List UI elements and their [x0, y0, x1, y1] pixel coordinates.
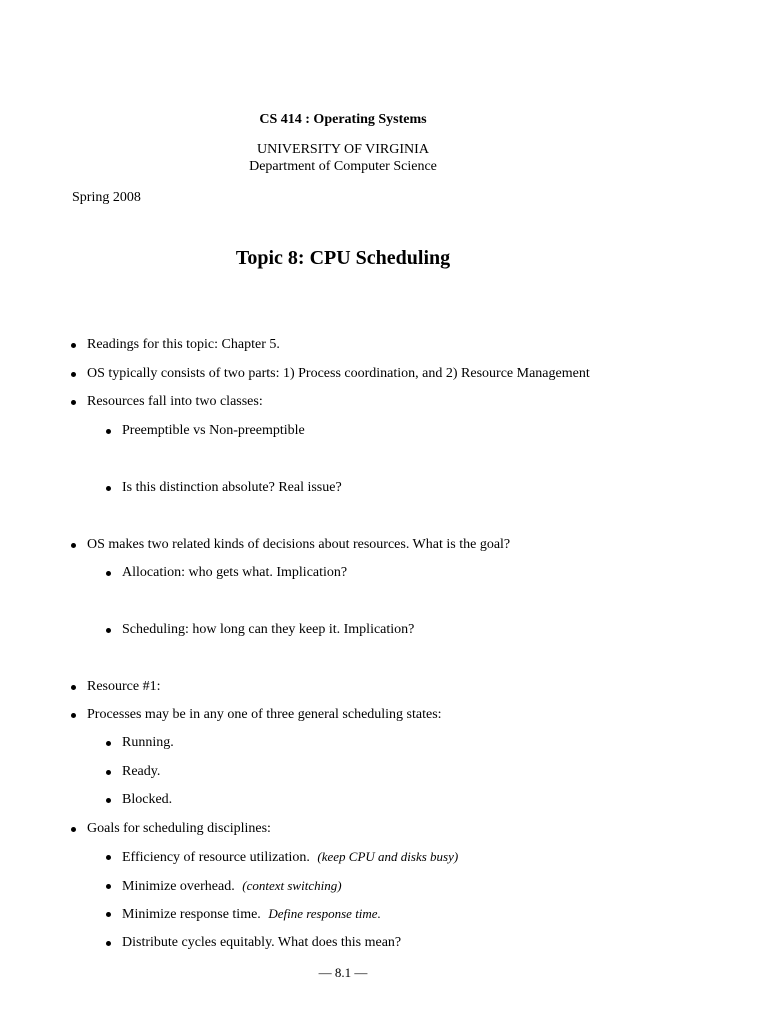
- bullet-text: Resources fall into two classes:: [87, 394, 263, 409]
- bullet-decisions: [87, 537, 510, 553]
- course-title: CS 414 : Operating Systems: [259, 112, 427, 127]
- bullet-dot-icon: [71, 685, 76, 690]
- university-name: UNIVERSITY OF VIRGINIA: [257, 142, 429, 157]
- subbullet-efficiency: [122, 849, 458, 866]
- bullet-resource-classes: [87, 394, 263, 410]
- subbullet-blocked: [122, 792, 172, 808]
- bullet-text: Scheduling: how long can they keep it. Implication?: [122, 622, 415, 637]
- bullet-text: Running.: [122, 735, 174, 750]
- bullet-note: (keep CPU and disks busy): [317, 849, 459, 864]
- subbullet-preemptible: [122, 423, 305, 439]
- bullet-dot-icon: [106, 628, 111, 633]
- bullet-readings: [87, 337, 280, 353]
- bullet-dot-icon: [106, 941, 111, 946]
- bullet-dot-icon: [71, 827, 76, 832]
- bullet-text: Minimize overhead.: [122, 879, 235, 894]
- bullet-dot-icon: [106, 884, 111, 889]
- bullet-dot-icon: [71, 343, 76, 348]
- bullet-text: OS typically consists of two parts: 1) Process coordination, and 2) Resource Management: [87, 366, 590, 381]
- bullet-dot-icon: [106, 912, 111, 917]
- topic-title: Topic 8: CPU Scheduling: [235, 247, 451, 269]
- bullet-text: Goals for scheduling disciplines:: [87, 821, 271, 836]
- bullet-text: Ready.: [122, 764, 161, 779]
- bullet-dot-icon: [106, 741, 111, 746]
- bullet-dot-icon: [106, 798, 111, 803]
- bullet-dot-icon: [106, 486, 111, 491]
- bullet-text: Processes may be in any one of three general scheduling states:: [87, 707, 442, 722]
- subbullet-scheduling: [122, 622, 414, 638]
- bullet-text: Efficiency of resource utilization.: [122, 850, 310, 865]
- bullet-text: Blocked.: [122, 792, 173, 807]
- bullet-text: Distribute cycles equitably. What does this mean?: [122, 935, 402, 950]
- bullet-dot-icon: [71, 543, 76, 548]
- bullet-text: Resource #1:: [87, 679, 161, 694]
- bullet-note: Define response time.: [268, 906, 381, 921]
- subbullet-ready: [122, 764, 160, 780]
- bullet-text: Readings for this topic: Chapter 5.: [87, 337, 280, 352]
- bullet-dot-icon: [71, 713, 76, 718]
- bullet-dot-icon: [106, 770, 111, 775]
- bullet-resource1: [87, 679, 160, 695]
- bullet-states: [87, 707, 442, 723]
- page-number: — 8.1 —: [318, 965, 368, 980]
- bullet-text: Allocation: who gets what. Implication?: [122, 565, 348, 580]
- bullet-dot-icon: [106, 429, 111, 434]
- department-name: Department of Computer Science: [249, 159, 437, 174]
- subbullet-distinction: [122, 480, 342, 496]
- bullet-dot-icon: [71, 372, 76, 377]
- bullet-dot-icon: [71, 400, 76, 405]
- subbullet-overhead: [122, 878, 342, 895]
- subbullet-allocation: [122, 565, 347, 581]
- bullet-note: (context switching): [242, 878, 342, 893]
- bullet-dot-icon: [106, 571, 111, 576]
- subbullet-response: [122, 906, 381, 923]
- bullet-text: Minimize response time.: [122, 907, 261, 922]
- subbullet-running: [122, 735, 174, 751]
- bullet-dot-icon: [106, 855, 111, 860]
- bullet-goals: [87, 821, 271, 837]
- bullet-text: Preemptible vs Non-preemptible: [122, 423, 305, 438]
- bullet-os-parts: [87, 366, 590, 382]
- term-label: Spring 2008: [72, 190, 141, 205]
- bullet-text: OS makes two related kinds of decisions about resources. What is the goal?: [87, 537, 511, 552]
- bullet-text: Is this distinction absolute? Real issue?: [122, 480, 342, 495]
- subbullet-distribute: [122, 935, 401, 951]
